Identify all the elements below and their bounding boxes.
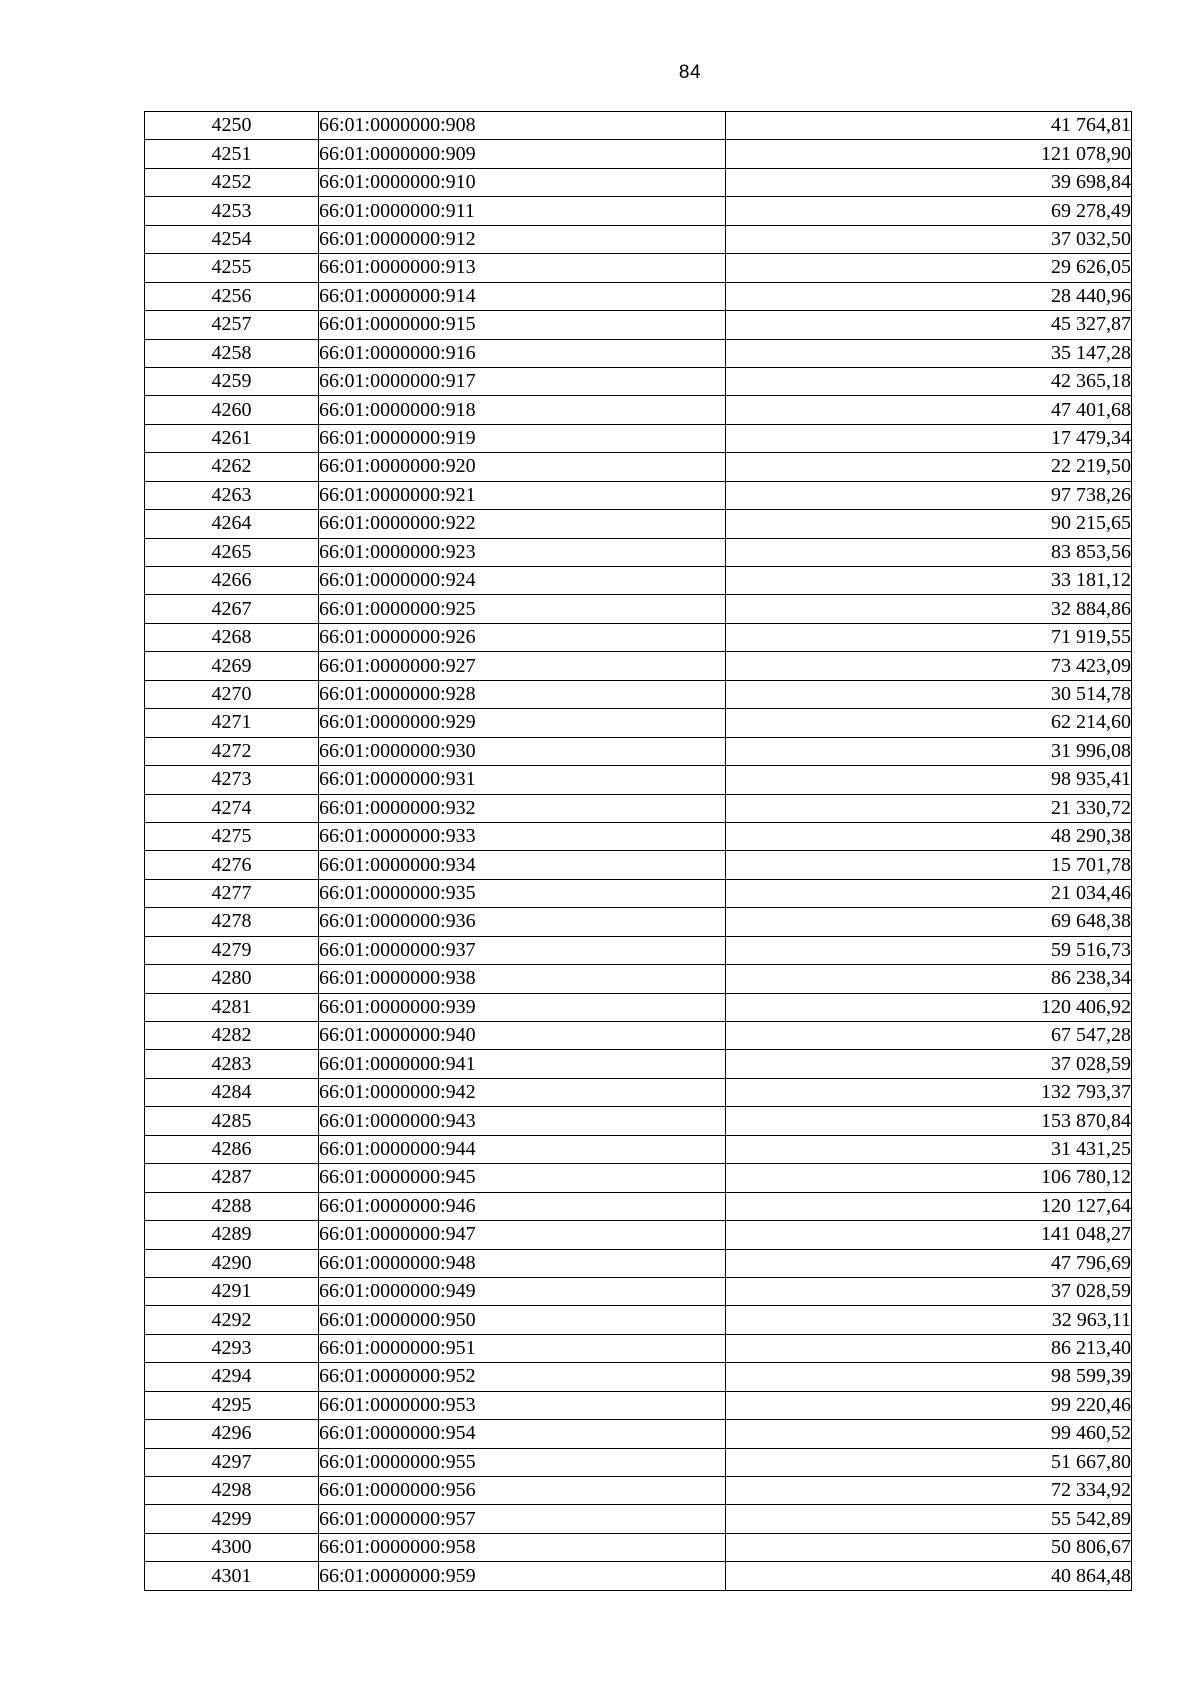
- table-row: [145, 595, 1132, 623]
- cadastral-value: 121 078,90: [726, 140, 1132, 168]
- cadastral-number: 66:01:0000000:912: [319, 225, 726, 253]
- cadastral-number: 66:01:0000000:913: [319, 254, 726, 282]
- cadastral-number: 66:01:0000000:908: [319, 112, 726, 140]
- table-row: [145, 1533, 1132, 1561]
- cadastral-number: 66:01:0000000:942: [319, 1078, 726, 1106]
- row-number: 4260: [145, 396, 319, 424]
- table-row: [145, 1562, 1132, 1590]
- row-number: 4295: [145, 1391, 319, 1419]
- cadastral-number: 66:01:0000000:923: [319, 538, 726, 566]
- row-number: 4275: [145, 822, 319, 850]
- cadastral-number: 66:01:0000000:914: [319, 282, 726, 310]
- row-number: 4254: [145, 225, 319, 253]
- cadastral-number: 66:01:0000000:928: [319, 680, 726, 708]
- table-row: [145, 737, 1132, 765]
- cadastral-number: 66:01:0000000:941: [319, 1050, 726, 1078]
- row-number: 4284: [145, 1078, 319, 1106]
- row-number: 4277: [145, 879, 319, 907]
- table-row: [145, 1135, 1132, 1163]
- cadastral-value: 45 327,87: [726, 311, 1132, 339]
- cadastral-number: 66:01:0000000:937: [319, 936, 726, 964]
- cadastral-value: 48 290,38: [726, 822, 1132, 850]
- row-number: 4256: [145, 282, 319, 310]
- table-row: [145, 510, 1132, 538]
- cadastral-value: 71 919,55: [726, 623, 1132, 651]
- row-number: 4272: [145, 737, 319, 765]
- cadastral-value: 141 048,27: [726, 1221, 1132, 1249]
- table-row: [145, 652, 1132, 680]
- table-row: [145, 1164, 1132, 1192]
- cadastral-value: 31 431,25: [726, 1135, 1132, 1163]
- cadastral-number: 66:01:0000000:919: [319, 424, 726, 452]
- row-number: 4294: [145, 1363, 319, 1391]
- table-row: [145, 339, 1132, 367]
- cadastral-value: 33 181,12: [726, 567, 1132, 595]
- table-row: [145, 680, 1132, 708]
- table-row: [145, 112, 1132, 140]
- row-number: 4270: [145, 680, 319, 708]
- row-number: 4255: [145, 254, 319, 282]
- row-number: 4263: [145, 481, 319, 509]
- cadastral-number: 66:01:0000000:940: [319, 1022, 726, 1050]
- cadastral-value: 50 806,67: [726, 1533, 1132, 1561]
- cadastral-number: 66:01:0000000:922: [319, 510, 726, 538]
- cadastral-value: 99 460,52: [726, 1420, 1132, 1448]
- row-number: 4297: [145, 1448, 319, 1476]
- cadastral-number: 66:01:0000000:926: [319, 623, 726, 651]
- table-row: [145, 1505, 1132, 1533]
- cadastral-number: 66:01:0000000:927: [319, 652, 726, 680]
- cadastral-number: 66:01:0000000:952: [319, 1363, 726, 1391]
- row-number: 4292: [145, 1306, 319, 1334]
- cadastral-value: 31 996,08: [726, 737, 1132, 765]
- row-number: 4265: [145, 538, 319, 566]
- cadastral-number: 66:01:0000000:930: [319, 737, 726, 765]
- table-row: [145, 936, 1132, 964]
- cadastral-number: 66:01:0000000:933: [319, 822, 726, 850]
- cadastral-value: 28 440,96: [726, 282, 1132, 310]
- cadastral-value: 30 514,78: [726, 680, 1132, 708]
- row-number: 4268: [145, 623, 319, 651]
- cadastral-value: 132 793,37: [726, 1078, 1132, 1106]
- cadastral-number: 66:01:0000000:936: [319, 908, 726, 936]
- row-number: 4271: [145, 709, 319, 737]
- cadastral-value: 40 864,48: [726, 1562, 1132, 1590]
- table-row: [145, 993, 1132, 1021]
- table-row: [145, 794, 1132, 822]
- cadastral-value: 90 215,65: [726, 510, 1132, 538]
- cadastral-number: 66:01:0000000:920: [319, 453, 726, 481]
- cadastral-value: 17 479,34: [726, 424, 1132, 452]
- cadastral-number: 66:01:0000000:915: [319, 311, 726, 339]
- row-number: 4267: [145, 595, 319, 623]
- row-number: 4279: [145, 936, 319, 964]
- page-number: 84: [678, 62, 702, 83]
- cadastral-number: 66:01:0000000:951: [319, 1334, 726, 1362]
- table-row: [145, 1477, 1132, 1505]
- cadastral-number: 66:01:0000000:957: [319, 1505, 726, 1533]
- table-row: [145, 1022, 1132, 1050]
- cadastral-value: 29 626,05: [726, 254, 1132, 282]
- table-row: [145, 908, 1132, 936]
- table-row: [145, 538, 1132, 566]
- cadastral-value: 83 853,56: [726, 538, 1132, 566]
- row-number: 4298: [145, 1477, 319, 1505]
- row-number: 4266: [145, 567, 319, 595]
- row-number: 4261: [145, 424, 319, 452]
- cadastral-value: 37 028,59: [726, 1050, 1132, 1078]
- table-row: [145, 481, 1132, 509]
- cadastral-value: 37 028,59: [726, 1277, 1132, 1305]
- table-row: [145, 140, 1132, 168]
- cadastral-value: 35 147,28: [726, 339, 1132, 367]
- cadastral-value: 67 547,28: [726, 1022, 1132, 1050]
- cadastral-value: 86 213,40: [726, 1334, 1132, 1362]
- row-number: 4269: [145, 652, 319, 680]
- cadastral-value: 106 780,12: [726, 1164, 1132, 1192]
- cadastral-value: 99 220,46: [726, 1391, 1132, 1419]
- cadastral-value: 86 238,34: [726, 965, 1132, 993]
- cadastral-value: 55 542,89: [726, 1505, 1132, 1533]
- cadastral-value: 59 516,73: [726, 936, 1132, 964]
- cadastral-value: 32 884,86: [726, 595, 1132, 623]
- row-number: 4301: [145, 1562, 319, 1590]
- cadastral-number: 66:01:0000000:954: [319, 1420, 726, 1448]
- row-number: 4251: [145, 140, 319, 168]
- table-row: [145, 1078, 1132, 1106]
- cadastral-value: 73 423,09: [726, 652, 1132, 680]
- cadastral-value: 37 032,50: [726, 225, 1132, 253]
- table-row: [145, 1448, 1132, 1476]
- cadastral-number: 66:01:0000000:956: [319, 1477, 726, 1505]
- row-number: 4253: [145, 197, 319, 225]
- row-number: 4252: [145, 168, 319, 196]
- table-row: [145, 396, 1132, 424]
- cadastral-value: 120 406,92: [726, 993, 1132, 1021]
- row-number: 4250: [145, 112, 319, 140]
- cadastral-number: 66:01:0000000:955: [319, 1448, 726, 1476]
- cadastral-number: 66:01:0000000:909: [319, 140, 726, 168]
- table-row: [145, 766, 1132, 794]
- table-row: [145, 567, 1132, 595]
- row-number: 4282: [145, 1022, 319, 1050]
- row-number: 4300: [145, 1533, 319, 1561]
- cadastral-value: 41 764,81: [726, 112, 1132, 140]
- cadastral-number: 66:01:0000000:916: [319, 339, 726, 367]
- row-number: 4288: [145, 1192, 319, 1220]
- cadastral-number: 66:01:0000000:929: [319, 709, 726, 737]
- table-row: [145, 822, 1132, 850]
- cadastral-value: 98 935,41: [726, 766, 1132, 794]
- row-number: 4262: [145, 453, 319, 481]
- table-row: [145, 1249, 1132, 1277]
- table-row: [145, 1391, 1132, 1419]
- cadastral-number: 66:01:0000000:911: [319, 197, 726, 225]
- table-row: [145, 1420, 1132, 1448]
- row-number: 4287: [145, 1164, 319, 1192]
- table-row: [145, 1306, 1132, 1334]
- table-row: [145, 311, 1132, 339]
- cadastral-number: 66:01:0000000:917: [319, 367, 726, 395]
- row-number: 4259: [145, 367, 319, 395]
- cadastral-number: 66:01:0000000:925: [319, 595, 726, 623]
- cadastral-value: 98 599,39: [726, 1363, 1132, 1391]
- table-row: [145, 197, 1132, 225]
- row-number: 4280: [145, 965, 319, 993]
- cadastral-number: 66:01:0000000:945: [319, 1164, 726, 1192]
- row-number: 4286: [145, 1135, 319, 1163]
- row-number: 4274: [145, 794, 319, 822]
- table-row: [145, 367, 1132, 395]
- row-number: 4258: [145, 339, 319, 367]
- table-row: [145, 424, 1132, 452]
- cadastral-value: 69 648,38: [726, 908, 1132, 936]
- row-number: 4264: [145, 510, 319, 538]
- cadastral-number: 66:01:0000000:946: [319, 1192, 726, 1220]
- row-number: 4289: [145, 1221, 319, 1249]
- cadastral-value: 69 278,49: [726, 197, 1132, 225]
- cadastral-value: 62 214,60: [726, 709, 1132, 737]
- table-row: [145, 965, 1132, 993]
- cadastral-number: 66:01:0000000:931: [319, 766, 726, 794]
- row-number: 4285: [145, 1107, 319, 1135]
- table-row: [145, 1334, 1132, 1362]
- table-row: [145, 1192, 1132, 1220]
- cadastral-number: 66:01:0000000:950: [319, 1306, 726, 1334]
- table-row: [145, 254, 1132, 282]
- table-row: [145, 1221, 1132, 1249]
- cadastral-number: 66:01:0000000:959: [319, 1562, 726, 1590]
- table-row: [145, 1277, 1132, 1305]
- table-body: [145, 112, 1132, 1591]
- row-number: 4283: [145, 1050, 319, 1078]
- cadastral-value: 39 698,84: [726, 168, 1132, 196]
- cadastral-number: 66:01:0000000:938: [319, 965, 726, 993]
- row-number: 4293: [145, 1334, 319, 1362]
- cadastral-number: 66:01:0000000:932: [319, 794, 726, 822]
- table-row: [145, 623, 1132, 651]
- cadastral-number: 66:01:0000000:953: [319, 1391, 726, 1419]
- cadastral-number: 66:01:0000000:935: [319, 879, 726, 907]
- cadastral-number: 66:01:0000000:921: [319, 481, 726, 509]
- row-number: 4273: [145, 766, 319, 794]
- cadastral-number: 66:01:0000000:934: [319, 851, 726, 879]
- cadastral-number: 66:01:0000000:924: [319, 567, 726, 595]
- cadastral-value: 72 334,92: [726, 1477, 1132, 1505]
- table-row: [145, 879, 1132, 907]
- table-row: [145, 1050, 1132, 1078]
- cadastral-value: 42 365,18: [726, 367, 1132, 395]
- cadastral-number: 66:01:0000000:944: [319, 1135, 726, 1163]
- cadastral-number: 66:01:0000000:939: [319, 993, 726, 1021]
- table-row: [145, 225, 1132, 253]
- cadastral-value: 51 667,80: [726, 1448, 1132, 1476]
- cadastral-number: 66:01:0000000:949: [319, 1277, 726, 1305]
- row-number: 4257: [145, 311, 319, 339]
- cadastral-value: 47 401,68: [726, 396, 1132, 424]
- cadastral-value-table: [144, 111, 1132, 1591]
- row-number: 4296: [145, 1420, 319, 1448]
- table-row: [145, 709, 1132, 737]
- cadastral-value: 21 034,46: [726, 879, 1132, 907]
- cadastral-number: 66:01:0000000:918: [319, 396, 726, 424]
- table-row: [145, 851, 1132, 879]
- cadastral-value: 32 963,11: [726, 1306, 1132, 1334]
- cadastral-number: 66:01:0000000:943: [319, 1107, 726, 1135]
- cadastral-value: 120 127,64: [726, 1192, 1132, 1220]
- table-row: [145, 282, 1132, 310]
- cadastral-value: 47 796,69: [726, 1249, 1132, 1277]
- cadastral-number: 66:01:0000000:947: [319, 1221, 726, 1249]
- table-row: [145, 1363, 1132, 1391]
- row-number: 4276: [145, 851, 319, 879]
- row-number: 4299: [145, 1505, 319, 1533]
- table-row: [145, 453, 1132, 481]
- cadastral-value: 97 738,26: [726, 481, 1132, 509]
- row-number: 4290: [145, 1249, 319, 1277]
- table-row: [145, 168, 1132, 196]
- row-number: 4291: [145, 1277, 319, 1305]
- cadastral-value: 21 330,72: [726, 794, 1132, 822]
- cadastral-value: 15 701,78: [726, 851, 1132, 879]
- cadastral-number: 66:01:0000000:958: [319, 1533, 726, 1561]
- cadastral-number: 66:01:0000000:910: [319, 168, 726, 196]
- table-row: [145, 1107, 1132, 1135]
- row-number: 4278: [145, 908, 319, 936]
- cadastral-value: 153 870,84: [726, 1107, 1132, 1135]
- cadastral-value: 22 219,50: [726, 453, 1132, 481]
- cadastral-number: 66:01:0000000:948: [319, 1249, 726, 1277]
- row-number: 4281: [145, 993, 319, 1021]
